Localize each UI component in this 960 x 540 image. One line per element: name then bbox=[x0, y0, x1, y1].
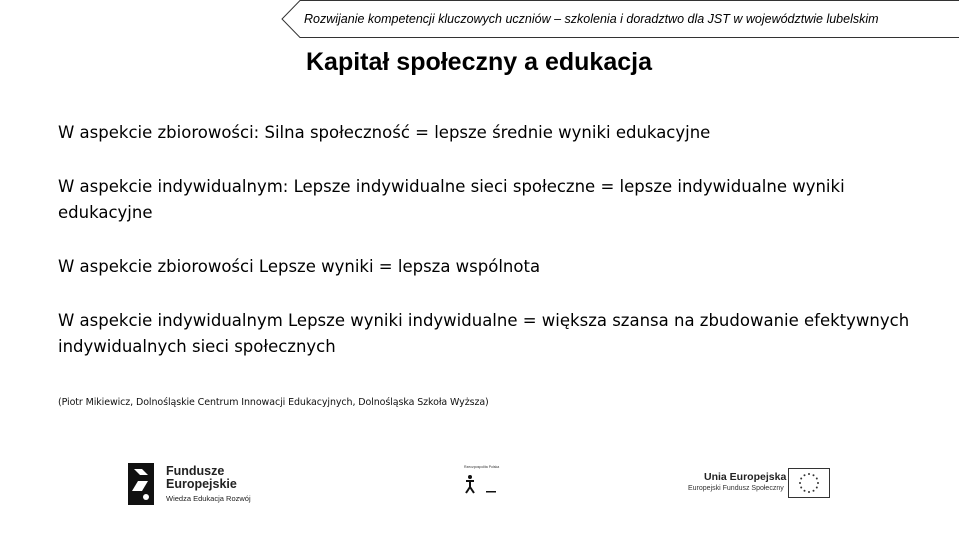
ue-subtitle: Europejski Fundusz Społeczny bbox=[688, 485, 784, 492]
paragraph bbox=[58, 308, 928, 360]
paragraph-lead: W aspekcie zbiorowości: bbox=[58, 123, 265, 142]
slide-title bbox=[0, 48, 960, 77]
eu-flag-icon bbox=[788, 468, 830, 498]
header-banner bbox=[280, 0, 960, 38]
paragraph-emphasis: Silna społeczność = lepsze średnie wyniki edukacyjne bbox=[264, 123, 711, 142]
ue-title: Unia Europejska bbox=[704, 471, 787, 483]
slide-title-text: Kapitał społeczny a edukacja bbox=[306, 48, 652, 76]
fe-mark-icon bbox=[128, 461, 160, 507]
unia-europejska-logo bbox=[688, 468, 838, 500]
pl-figure-icon bbox=[460, 465, 504, 495]
banner-text: Rozwijanie kompetencji kluczowych uczniów – szkolenia i doradztwo dla JST w województwie lubelskim bbox=[304, 12, 879, 26]
paragraph-emphasis: Lepsze wyniki = lepsza wspólnota bbox=[258, 257, 541, 276]
paragraph-emphasis: Lepsze wyniki indywidualne = większa szansa na zbudowanie efektywnych indywidualnych sieci społecznych bbox=[58, 311, 910, 356]
fundusze-europejskie-logo bbox=[128, 461, 268, 507]
footer-logos bbox=[0, 455, 960, 515]
paragraph-lead: W aspekcie indywidualnym: bbox=[58, 177, 294, 196]
paragraph-lead: W aspekcie indywidualnym bbox=[58, 311, 289, 330]
fe-title bbox=[166, 465, 237, 491]
pl-text: Rzeczpospolita Polska bbox=[464, 465, 500, 469]
paragraph-lead: W aspekcie zbiorowości bbox=[58, 257, 259, 276]
paragraph bbox=[58, 120, 928, 146]
fe-title-line2: Europejskie bbox=[166, 477, 237, 491]
paragraph bbox=[58, 254, 928, 280]
fe-title-line1: Fundusze bbox=[166, 464, 225, 478]
paragraph bbox=[58, 174, 928, 226]
fe-subtitle: Wiedza Edukacja Rozwój bbox=[166, 494, 251, 503]
rzeczpospolita-logo bbox=[460, 465, 504, 495]
citation: (Piotr Mikiewicz, Dolnośląskie Centrum Innowacji Edukacyjnych, Dolnośląska Szkoła Wyższa) bbox=[58, 397, 489, 408]
slide-body bbox=[58, 120, 928, 388]
eu-stars-icon bbox=[789, 469, 829, 497]
paragraph-emphasis: Lepsze indywidualne sieci społeczne = lepsze indywidualne wyniki edukacyjne bbox=[58, 177, 845, 222]
